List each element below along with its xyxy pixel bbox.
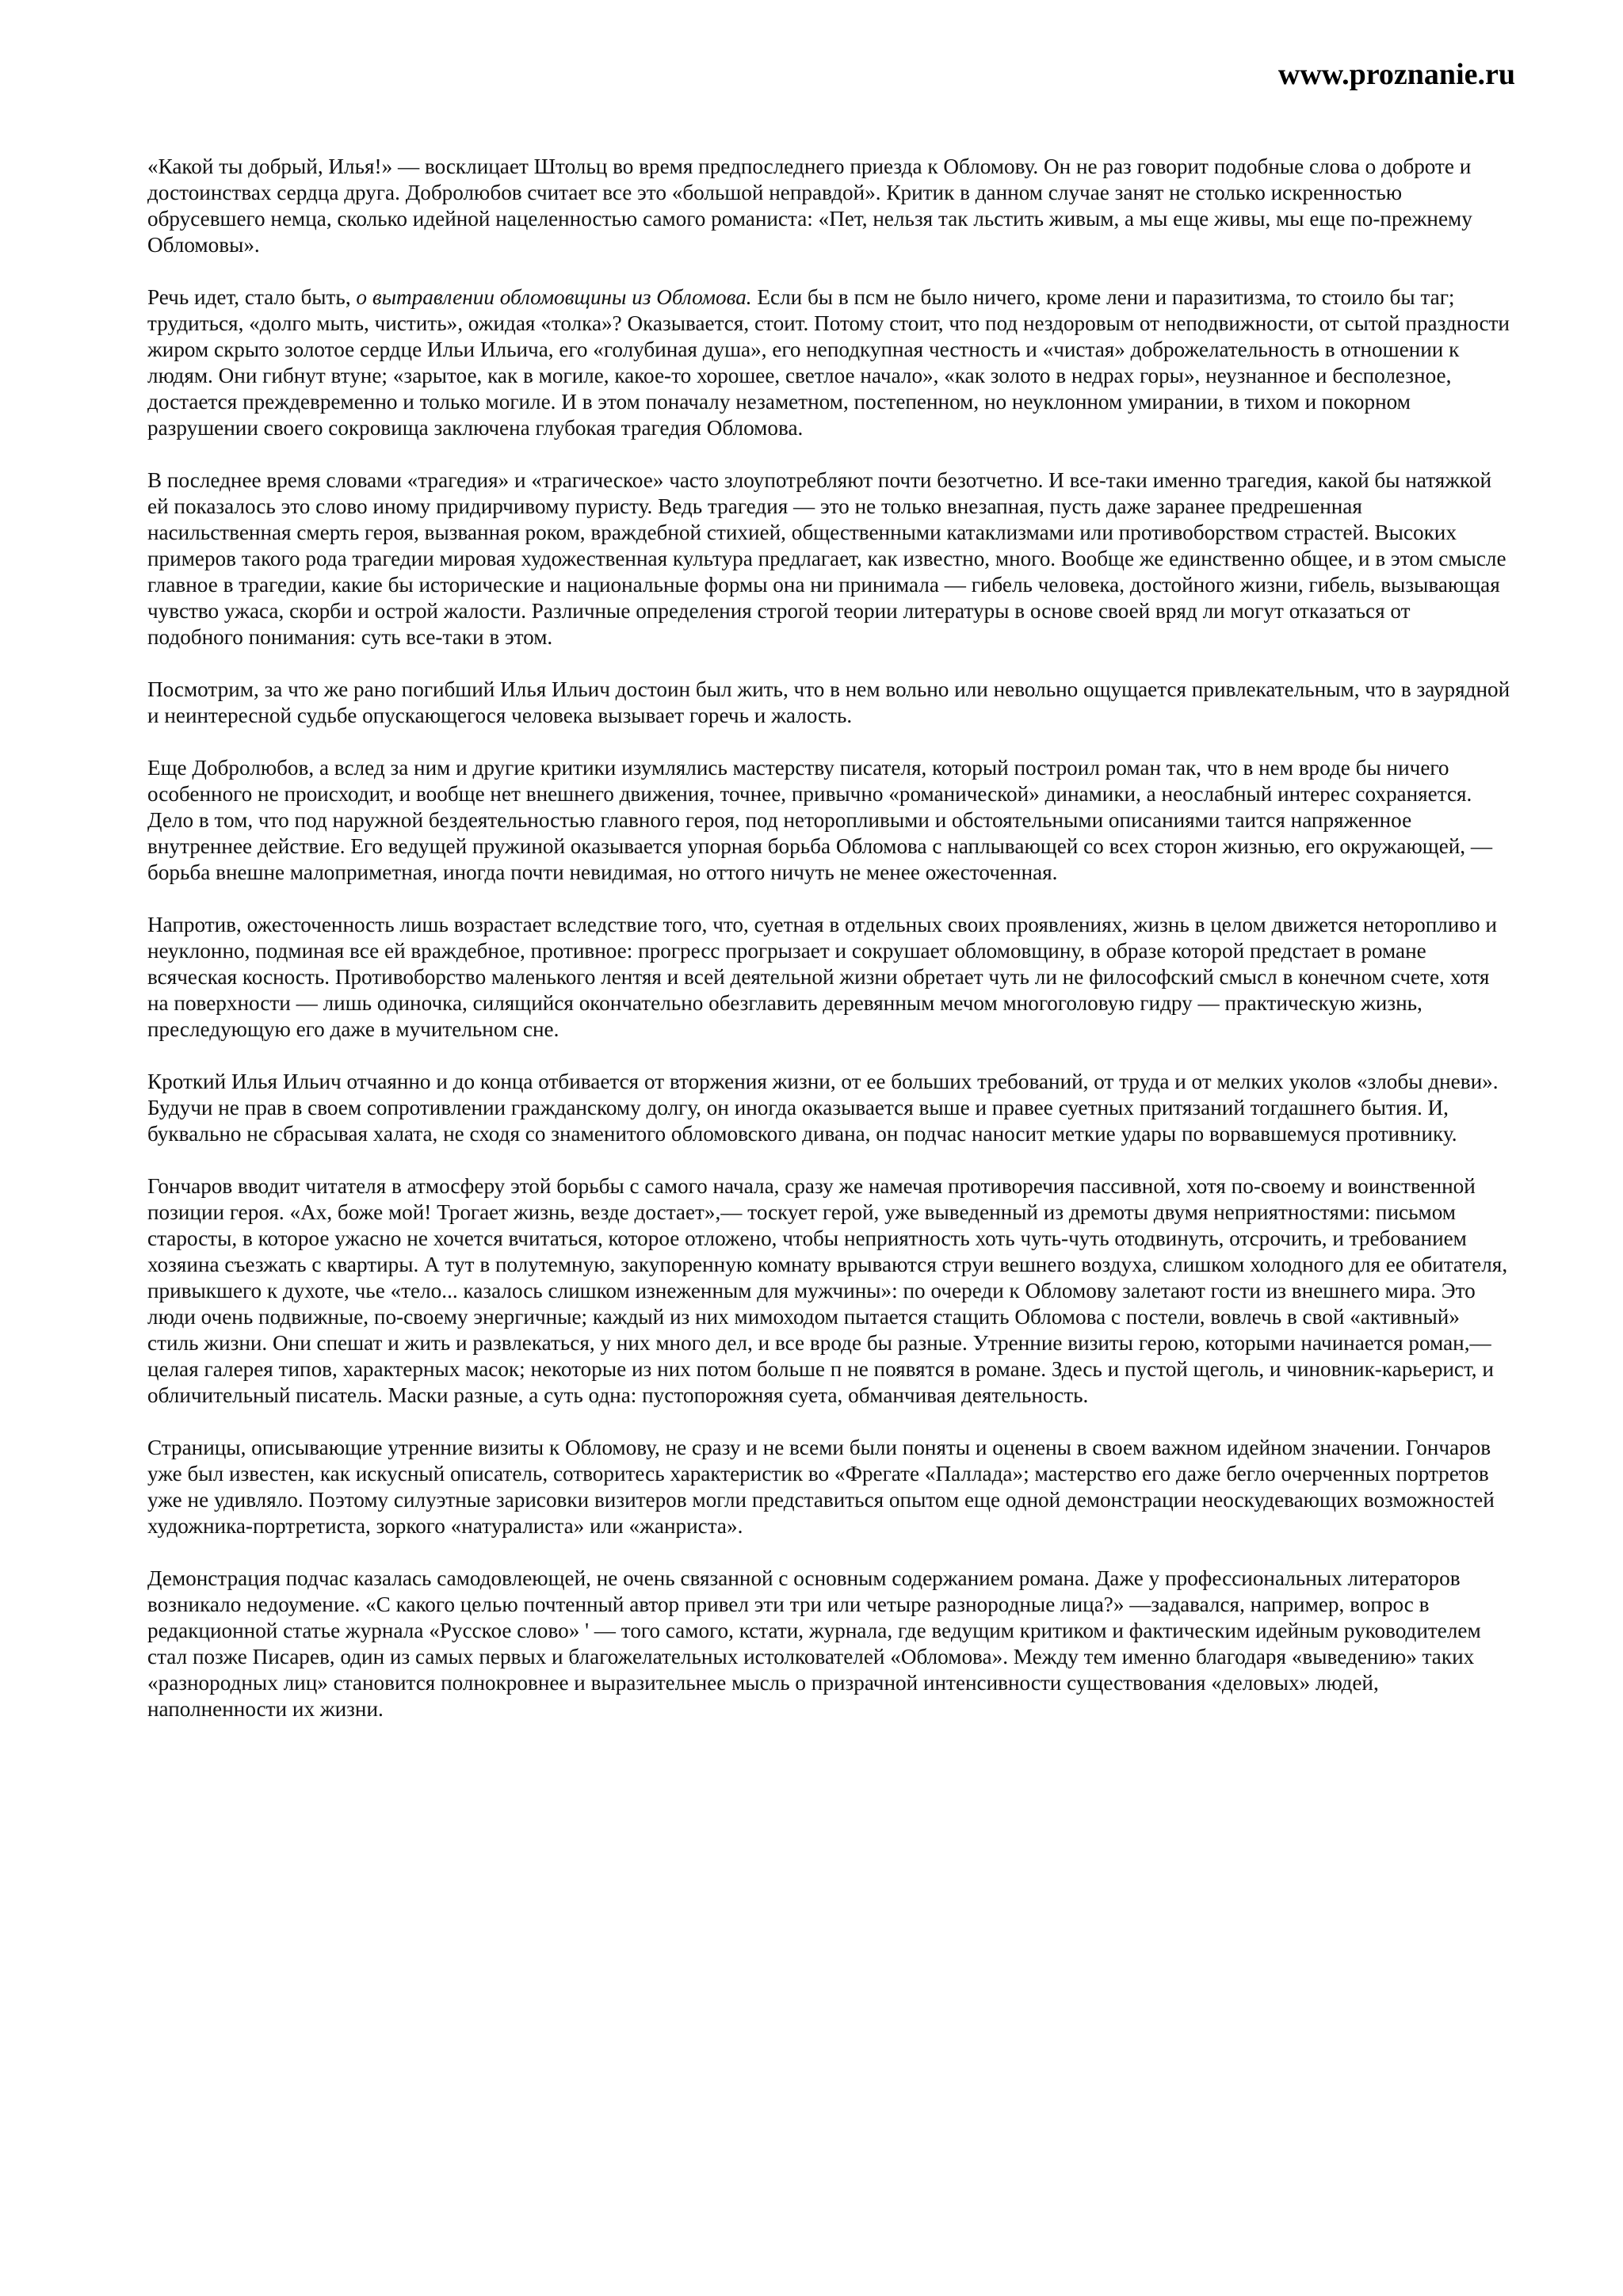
paragraph-2-lead: Речь идет, стало быть, <box>147 285 357 309</box>
paragraph-4: Посмотрим, за что же рано погибший Илья Ильич достоин был жить, что в нем вольно или невольно ощущается привлекательным, что в заурядной и неинтересной судьбе опускающегося человека вызывает горечь и жалость. <box>147 677 1510 727</box>
paragraph-3: В последнее время словами «трагедия» и «трагическое» часто злоупотребляют почти безотчетно. И все-таки именно трагедия, какой бы натяжкой ей показалось это слово иному придирчивому пуристу. Ведь трагедия — это не только внезапная, пусть даже заранее предрешенная насильственная смерть героя, вызванная роком, враждебной стихией, общественными катаклизмами или противоборством страстей. Высоких примеров такого рода трагедии мировая художественная культура предлагает, как известно, много. Вообще же единственно общее, и в этом смысле главное в трагедии, какие бы исторические и национальные формы она ни принимала — гибель человека, достойного жизни, гибель, вызывающая чувство ужаса, скорби и острой жалости. Различные определения строгой теории литературы в основе своей вряд ли могут отказаться от подобного понимания: суть все-таки в этом. <box>147 468 1507 649</box>
paragraph-7: Кроткий Илья Ильич отчаянно и до конца отбивается от вторжения жизни, от ее больших требований, от труда и от мелких уколов «злобы дневи». Будучи не прав в своем сопротивлении гражданскому долгу, он иногда оказывается выше и правее суетных притязаний тогдашнего бытия. И, буквально не сбрасывая халата, не сходя со знаменитого обломовского дивана, он подчас наносит меткие удары по ворвавшемуся противнику. <box>147 1070 1499 1146</box>
site-url-header[interactable]: www.proznanie.ru <box>1277 58 1515 91</box>
paragraph-1: «Какой ты добрый, Илья!» — восклицает Штольц во время предпоследнего приезда к Обломову. Он не раз говорит подобные слова о доброте и достоинствах сердца друга. Добролюбов считает все это «большой неправдой». Критик в данном случае занят не столько искренностью обрусевшего немца, сколько идейной нацеленностью самого романиста: «Пет, нельзя так льстить живым, а мы еще живы, мы еще по-прежнему Обломовы». <box>147 154 1472 257</box>
paragraph-8: Гончаров вводит читателя в атмосферу этой борьбы с самого начала, сразу же намечая противоречия пассивной, хотя по-своему и воинственной позиции героя. «Ах, боже мой! Трогает жизнь, везде достает»,— тоскует герой, уже выведенный из дремоты двумя неприятностями: письмом старосты, в которое ужасно не хочется вчитаться, которое отложено, чтобы неприятность хоть чуть-чуть отодвинуть, отсрочить, и требованием хозяина съезжать с квартиры. А тут в полутемную, закупоренную комнату врываются струи вешнего воздуха, слишком холодного для ее обитателя, привыкшего к духоте, чье «тело... казалось слишком изнеженным для мужчины»: по очереди к Обломову залетают гости из внешнего мира. Это люди очень подвижные, по-своему энергичные; каждый из них мимоходом пытается стащить Обломова с постели, вовлечь в свой «активный» стиль жизни. Они спешат и жить и развлекаться, у них много дел, и все вроде бы разные. Утренние визиты герою, которыми начинается роман,— целая галерея типов, характерных масок; некоторые из них потом больше п не появятся в романе. Здесь и пустой щеголь, и чиновник-карьерист, и обличительный писатель. Маски разные, а суть одна: пустопорожняя суета, обманчивая деятельность. <box>147 1174 1508 1407</box>
paragraph-9: Страницы, описывающие утренние визиты к Обломову, не сразу и не всеми были поняты и оценены в своем важном идейном значении. Гончаров уже был известен, как искусный описатель, сотворитесь характеристик во «Фрегате «Паллада»; мастерство его даже бегло очерченных портретов уже не удивляло. Поэтому силуэтные зарисовки визитеров могли представиться опытом еще одной демонстрации неоскудевающих возможностей художника-портретиста, зоркого «натуралиста» или «жанриста». <box>147 1436 1495 1538</box>
article-body <box>147 154 1510 1749</box>
paragraph-10: Демонстрация подчас казалась самодовлеющей, не очень связанной с основным содержанием романа. Даже у профессиональных литераторов возникало недоумение. «С какого целью почтенный автор привел эти три или четыре разнородные лица?» —задавался, например, вопрос в редакционной статье журнала «Русское слово» ' — того самого, кстати, журнала, где ведущим критиком и фактическим идейным руководителем стал позже Писарев, один из самых первых и благожелательных истолкователей «Обломова». Между тем именно благодаря «выведению» таких «разнородных лиц» становится полнокровнее и выразительнее мысль о призрачной интенсивности существования «деловых» людей, наполненности их жизни. <box>147 1566 1481 1721</box>
paragraph-5: Еще Добролюбов, а вслед за ним и другие критики изумлялись мастерству писателя, который построил роман так, что в нем вроде бы ничего особенного не происходит, и вообще нет внешнего движения, точнее, привычно «романической» динамики, а неослабный интерес сохраняется. Дело в том, что под наружной бездеятельностью главного героя, под неторопливыми и обстоятельными описаниями таится напряженное внутреннее действие. Его ведущей пружиной оказывается упорная борьба Обломова с наплывающей со всех сторон жизнью, его окружающей, — борьба внешне малоприметная, иногда почти невидимая, но оттого ничуть не менее ожесточенная. <box>147 756 1493 884</box>
paragraph-2-emphasis: о вытравлении обломовщины из Обломова. <box>356 285 752 309</box>
paragraph-2-rest: Если бы в псм не было ничего, кроме лени и паразитизма, то стоило бы таг; трудиться, «долго мыть, чистить», ожидая «толка»? Оказывается, стоит. Потому стоит, что под нездоровым от неподвижности, от сытой праздности жиром скрыто золотое сердце Ильи Ильича, его «голубиная душа», его неподкупная честность и «чистая» доброжелательность в отношении к людям. Они гибнут втуне; «зарытое, как в могиле, какое-то хорошее, светлое начало», «как золото в недрах горы», неузнанное и бесполезное, достается преждевременно и только могиле. И в этом поначалу незаметном, постепенном, но неуклонном умирании, в тихом и покорном разрушении своего сокровища заключена глубокая трагедия Обломова. <box>147 285 1510 440</box>
paragraph-2 <box>147 284 1510 441</box>
paragraph-6: Напротив, ожесточенность лишь возрастает вследствие того, что, суетная в отдельных своих проявлениях, жизнь в целом движется неторопливо и неуклонно, подминая все ей враждебное, противное: прогресс прогрызает и сокрушает обломовщину, в образе которой предстает в романе всяческая косность. Противоборство маленького лентяя и всей деятельной жизни обретает чуть ли не философский смысл в конечном счете, хотя на поверхности — лишь одиночка, силящийся окончательно обезглавить деревянным мечом многоголовую гидру — практическую жизнь, преследующую его даже в мучительном сне. <box>147 913 1497 1041</box>
